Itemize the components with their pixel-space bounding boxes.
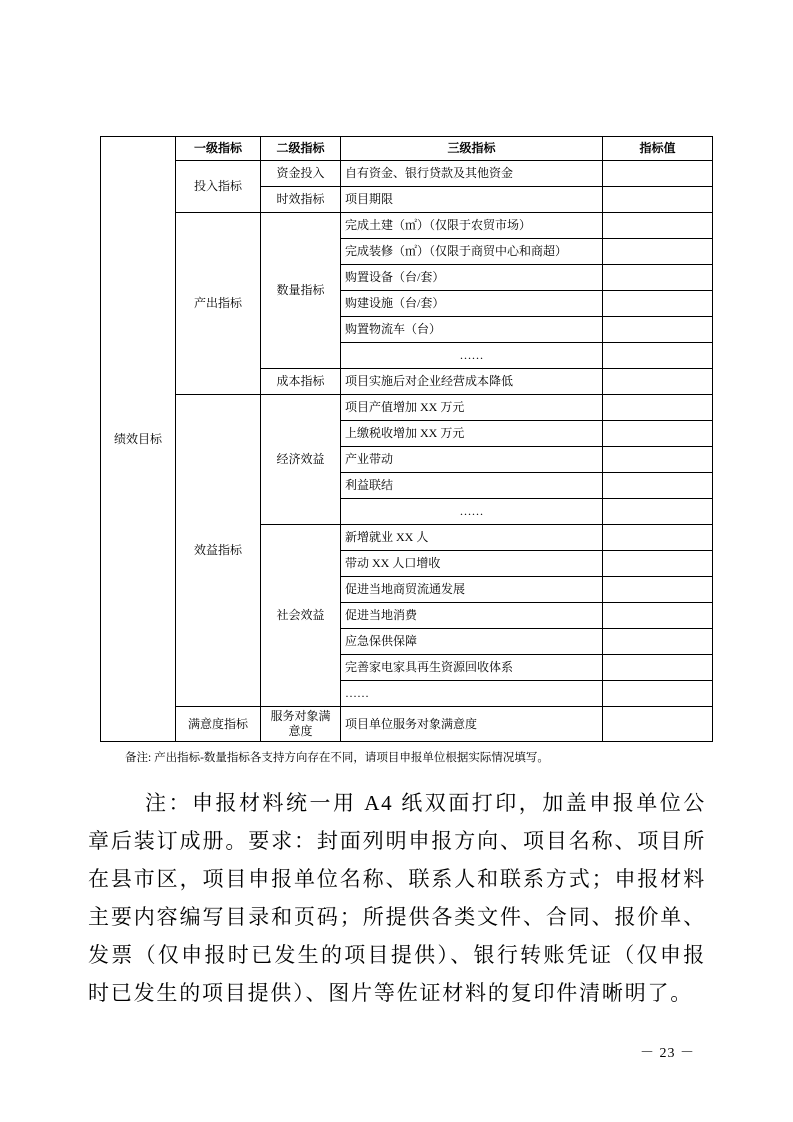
tier1-cell-input: 投入指标 — [176, 161, 261, 213]
tier3-cell-ellipsis: …… — [341, 681, 603, 707]
indicator-value-cell — [603, 161, 713, 187]
tier3-cell: 产业带动 — [341, 447, 603, 473]
tier3-cell: 促进当地消费 — [341, 603, 603, 629]
tier3-cell: 完善家电家具再生资源回收体系 — [341, 655, 603, 681]
tier3-cell: 完成装修（㎡）（仅限于商贸中心和商超） — [341, 239, 603, 265]
tier1-cell-benefit: 效益指标 — [176, 395, 261, 707]
tier2-cell-service: 服务对象满意度 — [261, 707, 341, 742]
column-header-tier1: 一级指标 — [176, 137, 261, 161]
note-paragraph: 注：申报材料统一用 A4 纸双面打印，加盖申报单位公章后装订成册。要求：封面列明申报方向、项目名称、项目所在县市区，项目申报单位名称、联系人和联系方式；申报材料主要内容编写目录和页码；所提供各类文件、合同、报价单、发票（仅申报时已发生的项目提供）、银行转账凭证（仅申报时已发生的项目提供）、图片等佐证材料的复印件清晰明了。 — [88, 791, 706, 1005]
tier3-cell: 项目单位服务对象满意度 — [341, 707, 603, 742]
tier3-cell-ellipsis: …… — [341, 499, 603, 525]
tier3-cell: 项目期限 — [341, 187, 603, 213]
tier3-cell-ellipsis: …… — [341, 343, 603, 369]
tier3-cell: 项目产值增加 XX 万元 — [341, 395, 603, 421]
tier1-cell-satisfaction: 满意度指标 — [176, 707, 261, 742]
indicator-value-cell — [603, 499, 713, 525]
table-row — [101, 395, 713, 421]
indicator-value-cell — [603, 681, 713, 707]
table-row — [101, 161, 713, 187]
indicator-value-cell — [603, 213, 713, 239]
indicator-value-cell — [603, 655, 713, 681]
tier2-cell-cost: 成本指标 — [261, 369, 341, 395]
column-header-tier3: 三级指标 — [341, 137, 603, 161]
indicator-value-cell — [603, 187, 713, 213]
tier3-cell: 自有资金、银行贷款及其他资金 — [341, 161, 603, 187]
tier2-cell-economic: 经济效益 — [261, 395, 341, 525]
tier3-cell: 新增就业 XX 人 — [341, 525, 603, 551]
tier2-cell-social: 社会效益 — [261, 525, 341, 707]
tier2-cell-timeliness: 时效指标 — [261, 187, 341, 213]
indicator-value-cell — [603, 343, 713, 369]
indicator-value-cell — [603, 525, 713, 551]
tier3-cell: 购置物流车（台） — [341, 317, 603, 343]
indicator-value-cell — [603, 577, 713, 603]
tier3-cell: 项目实施后对企业经营成本降低 — [341, 369, 603, 395]
column-header-value: 指标值 — [603, 137, 713, 161]
tier3-cell: 上缴税收增加 XX 万元 — [341, 421, 603, 447]
indicator-value-cell — [603, 603, 713, 629]
indicator-value-cell — [603, 421, 713, 447]
tier2-cell-quantity: 数量指标 — [261, 213, 341, 369]
indicator-value-cell — [603, 369, 713, 395]
indicator-value-cell — [603, 707, 713, 742]
tier3-cell: 购置设备（台/套） — [341, 265, 603, 291]
indicator-value-cell — [603, 473, 713, 499]
tier3-cell: 带动 XX 人口增收 — [341, 551, 603, 577]
indicator-value-cell — [603, 551, 713, 577]
performance-indicator-table — [100, 136, 713, 742]
tier3-cell: 应急保供保障 — [341, 629, 603, 655]
indicator-value-cell — [603, 291, 713, 317]
column-header-tier2: 二级指标 — [261, 137, 341, 161]
indicator-value-cell — [603, 629, 713, 655]
tier1-cell-output: 产出指标 — [176, 213, 261, 395]
table-row — [101, 707, 713, 742]
tier2-cell-capital: 资金投入 — [261, 161, 341, 187]
tier3-cell: 购建设施（台/套） — [341, 291, 603, 317]
indicator-value-cell — [603, 265, 713, 291]
indicator-value-cell — [603, 317, 713, 343]
tier3-cell: 利益联结 — [341, 473, 603, 499]
table-row — [101, 213, 713, 239]
table-footnote: 备注: 产出指标-数量指标各支持方向存在不同，请项目申报单位根据实际情况填写。 — [125, 752, 549, 764]
indicator-value-cell — [603, 239, 713, 265]
page-number: － 23 － — [640, 1046, 695, 1061]
indicator-value-cell — [603, 447, 713, 473]
tier3-cell: 促进当地商贸流通发展 — [341, 577, 603, 603]
table-side-header: 绩效目标 — [101, 137, 176, 742]
tier3-cell: 完成土建（㎡）（仅限于农贸市场） — [341, 213, 603, 239]
table-header-row — [101, 137, 713, 161]
indicator-value-cell — [603, 395, 713, 421]
